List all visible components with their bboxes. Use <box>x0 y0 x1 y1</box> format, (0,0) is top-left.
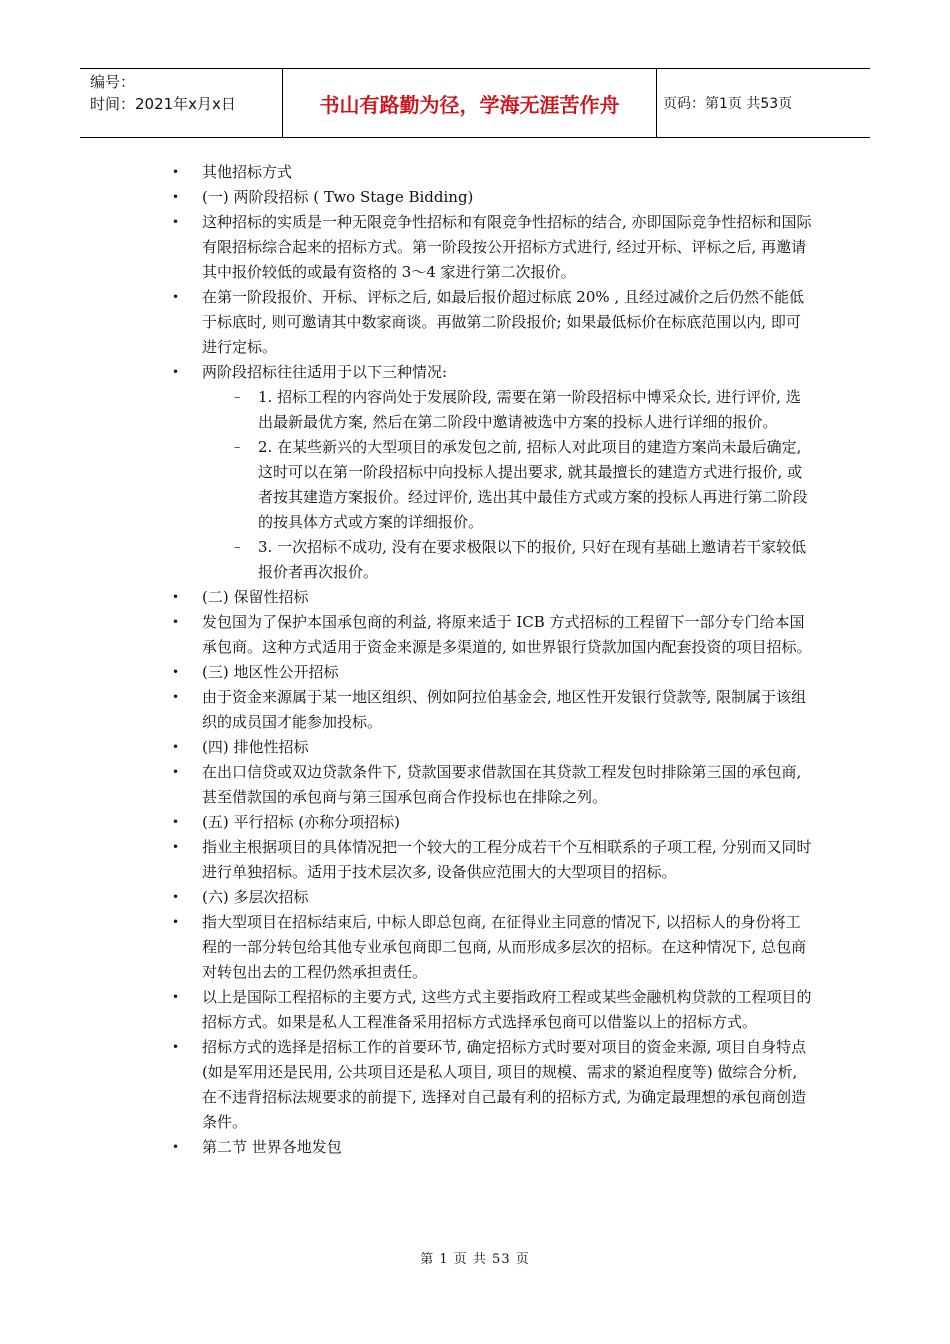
bullet-marker-icon: • <box>172 815 180 829</box>
dash-marker-icon: – <box>234 540 241 555</box>
sub-list-item <box>172 535 812 585</box>
bullet-marker-icon: • <box>172 615 180 629</box>
bullet-marker-icon: • <box>172 190 180 204</box>
bullet-marker-icon: • <box>172 215 180 229</box>
list-item-text: (六) 多层次招标 <box>202 888 309 906</box>
list-item <box>172 660 812 685</box>
list-item-text: 发包国为了保护本国承包商的利益, 将原来适于 ICB 方式招标的工程留下一部分专门给本国承包商。这种方式适用于资金来源是多渠道的, 如世界银行贷款加国内配套投资的项目招标。 <box>202 613 812 656</box>
header-motto: 书山有路勤为径，学海无涯苦作舟 <box>283 69 657 137</box>
bullet-marker-icon: • <box>172 690 180 704</box>
list-item <box>172 685 812 735</box>
list-item-text: (四) 排他性招标 <box>202 738 309 756</box>
list-item <box>172 1035 812 1135</box>
list-item-text: 第二节 世界各地发包 <box>202 1138 342 1156</box>
sub-list-item <box>172 385 812 435</box>
list-item-text: 3. 一次招标不成功, 没有在要求极限以下的报价, 只好在现有基础上邀请若干家较低报价者再次报价。 <box>258 538 807 581</box>
list-item <box>172 360 812 385</box>
list-item-text: (二) 保留性招标 <box>202 588 309 606</box>
bullet-marker-icon: • <box>172 365 180 379</box>
list-item <box>172 985 812 1035</box>
list-item-text: (三) 地区性公开招标 <box>202 663 339 681</box>
list-item-text: 以上是国际工程招标的主要方式, 这些方式主要指政府工程或某些金融机构贷款的工程项目的招标方式。如果是私人工程准备采用招标方式选择承包商可以借鉴以上的招标方式。 <box>202 988 812 1031</box>
bullet-marker-icon: • <box>172 890 180 904</box>
list-item-text: 指大型项目在招标结束后, 中标人即总包商, 在征得业主同意的情况下, 以招标人的身份将工程的一部分转包给其他专业承包商即二包商, 从而形成多层次的招标。在这种情况下, 总包商对转包出去的工程仍然承担责任。 <box>202 913 807 981</box>
list-item-text: 2. 在某些新兴的大型项目的承发包之前, 招标人对此项目的建造方案尚未最后确定, 这时可以在第一阶段招标中向投标人提出要求, 就其最擅长的建造方式进行报价, 或者按其建造方案报价。经过评价, 选出其中最佳方式或方案的投标人再进行第二阶段的按具体方式或方案的详细报价。 <box>258 438 808 531</box>
list-item-text: 这种招标的实质是一种无限竞争性招标和有限竞争性招标的结合, 亦即国际竞争性招标和国际有限招标综合起来的招标方式。第一阶段按公开招标方式进行, 经过开标、评标之后, 再邀请其中报价较低的或最有资格的 3～4 家进行第二次报价。 <box>202 213 812 281</box>
bullet-marker-icon: • <box>172 840 180 854</box>
header-info-cell <box>80 69 283 137</box>
dash-marker-icon: – <box>234 390 241 405</box>
list-item <box>172 610 812 660</box>
bullet-marker-icon: • <box>172 665 180 679</box>
bullet-marker-icon: • <box>172 765 180 779</box>
bullet-marker-icon: • <box>172 165 180 179</box>
list-item-text: (五) 平行招标 (亦称分项招标) <box>202 813 400 831</box>
list-item <box>172 835 812 885</box>
bullet-marker-icon: • <box>172 990 180 1004</box>
bullet-marker-icon: • <box>172 290 180 304</box>
list-item <box>172 185 812 210</box>
list-item-text: 两阶段招标往往适用于以下三种情况: <box>202 363 448 381</box>
list-item <box>172 910 812 985</box>
list-item <box>172 585 812 610</box>
header-page-info: 页码：第1页 共53页 <box>663 96 793 112</box>
list-item-text: 在出口信贷或双边贷款条件下, 贷款国要求借款国在其贷款工程发包时排除第三国的承包商, 甚至借款国的承包商与第三国承包商合作投标也在排除之列。 <box>202 763 802 806</box>
list-item-text: 在第一阶段报价、开标、评标之后, 如最后报价超过标底 20% , 且经过减价之后仍然不能低于标底时, 则可邀请其中数家商谈。再做第二阶段报价; 如果最低标价在标底范围以内, 即可进行定标。 <box>202 288 804 356</box>
list-item <box>172 210 812 285</box>
list-item <box>172 285 812 360</box>
list-item-text: 指业主根据项目的具体情况把一个较大的工程分成若干个互相联系的子项工程, 分别而又同时进行单独招标。适用于技术层次多, 设备供应范围大的大型项目的招标。 <box>202 838 812 881</box>
list-item-text: 由于资金来源属于某一地区组织、例如阿拉伯基金会, 地区性开发银行贷款等, 限制属于该组织的成员国才能参加投标。 <box>202 688 807 731</box>
list-item <box>172 760 812 810</box>
bullet-marker-icon: • <box>172 1040 180 1054</box>
list-item-text: 招标方式的选择是招标工作的首要环节, 确定招标方式时要对项目的资金来源, 项目自身特点 (如是军用还是民用, 公共项目还是私人项目, 项目的规模、需求的紧迫程度等) 做综合分析, 在不违背招标法规要求的前提下, 选择对自己最有利的招标方式, 为确定最理想的承包商创造条件。 <box>202 1038 807 1131</box>
bullet-marker-icon: • <box>172 1140 180 1154</box>
list-item-text: 其他招标方式 <box>202 163 293 181</box>
page-header <box>80 68 870 138</box>
list-item <box>172 1135 812 1160</box>
document-number-label: 编号： <box>90 73 136 91</box>
dash-marker-icon: – <box>234 440 241 455</box>
page-footer: 第 1 页 共 53 页 <box>420 1252 530 1267</box>
list-item <box>172 160 812 185</box>
document-date: 时间：2021年x月x日 <box>90 95 236 113</box>
list-item <box>172 735 812 760</box>
list-item <box>172 885 812 910</box>
sub-list-item <box>172 435 812 535</box>
document-body <box>172 160 812 1160</box>
list-item <box>172 810 812 835</box>
bullet-marker-icon: • <box>172 915 180 929</box>
bullet-marker-icon: • <box>172 740 180 754</box>
list-item-text: 1. 招标工程的内容尚处于发展阶段, 需要在第一阶段招标中博采众长, 进行评价, 选出最新最优方案, 然后在第二阶段中邀请被选中方案的投标人进行详细的报价。 <box>258 388 801 431</box>
list-item-text: (一) 两阶段招标 ( Two Stage Bidding) <box>202 188 474 206</box>
bullet-marker-icon: • <box>172 590 180 604</box>
